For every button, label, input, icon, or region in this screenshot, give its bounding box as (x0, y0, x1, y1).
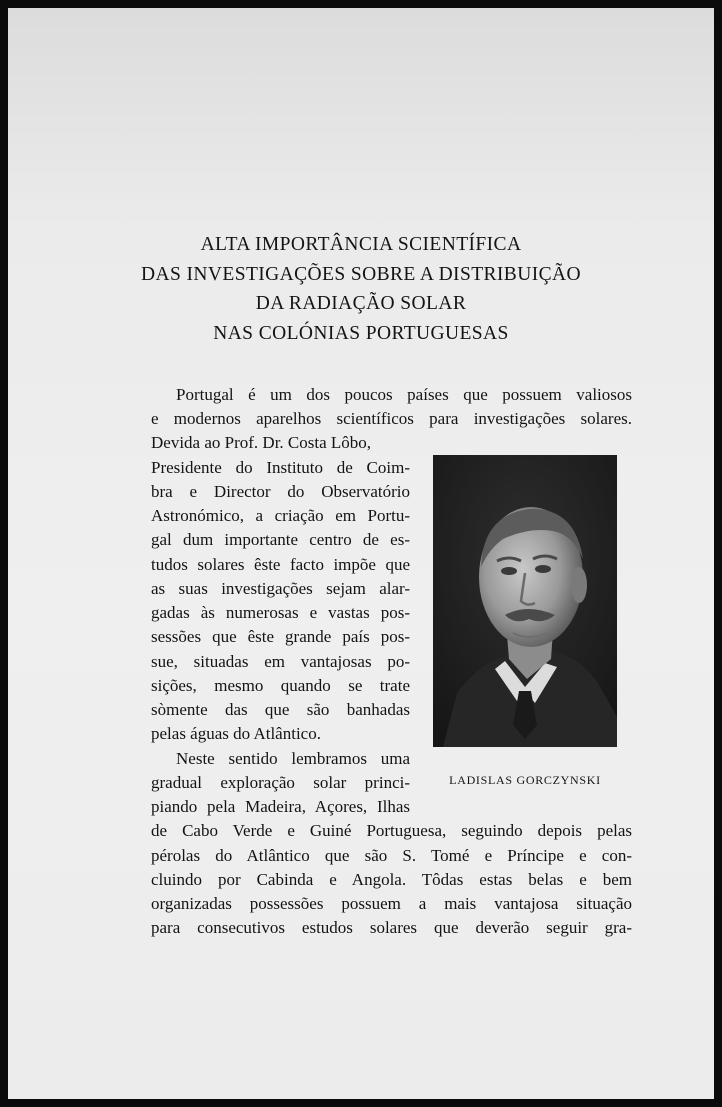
body-line: tudos solares êste facto impõe que (151, 555, 410, 574)
body-line: e modernos aparelhos scientíficos para investigações solares. (151, 409, 632, 428)
photo-caption: LADISLAS GORCZYNSKI (449, 773, 601, 787)
body-line: Portugal é um dos poucos países que possuem valiosos (176, 385, 632, 404)
body-line: Astronómico, a criação em Portu- (151, 506, 410, 525)
body-line: gal dum importante centro de es- (151, 530, 410, 549)
body-line: piando pela Madeira, Açores, Ilhas (151, 797, 410, 816)
portrait-photo (433, 455, 617, 747)
body-line: organizadas possessões possuem a mais vantajosa situação (151, 894, 632, 913)
body-line: cluindo por Cabinda e Angola. Tôdas estas belas e bem (151, 870, 632, 889)
document-page (8, 8, 714, 1099)
body-line: gradual exploração solar princi- (151, 773, 410, 792)
body-line: as suas investigações sejam alar- (151, 579, 410, 598)
body-line: para consecutivos estudos solares que deverão seguir gra- (151, 918, 632, 937)
body-line: sessões que êste grande país pos- (151, 627, 410, 646)
title-line: ALTA IMPORTÂNCIA SCIENTÍFICA (200, 234, 522, 255)
title-line: DAS INVESTIGAÇÕES SOBRE A DISTRIBUIÇÃO (141, 263, 581, 285)
body-line: pérolas do Atlântico que são S. Tomé e Príncipe e con- (151, 846, 632, 865)
title-line: NAS COLÓNIAS PORTUGUESAS (213, 322, 509, 344)
title-line: DA RADIAÇÃO SOLAR (255, 293, 467, 314)
body-line: gadas às numerosas e vastas pos- (151, 603, 410, 622)
body-line: Presidente do Instituto de Coim- (151, 458, 410, 477)
article-title (8, 230, 714, 348)
body-line: sòmente das que são banhadas (151, 700, 410, 719)
body-line: bra e Director do Observatório (151, 482, 410, 501)
body-line: sue, situadas em vantajosas po- (151, 652, 410, 671)
body-line: pelas águas do Atlântico. (151, 724, 321, 743)
body-line: de Cabo Verde e Guiné Portuguesa, seguindo depois pelas (151, 821, 632, 840)
body-line: Devida ao Prof. Dr. Costa Lôbo, (151, 433, 372, 452)
body-line: Neste sentido lembramos uma (176, 749, 410, 768)
body-line: sições, mesmo quando se trate (151, 676, 410, 695)
